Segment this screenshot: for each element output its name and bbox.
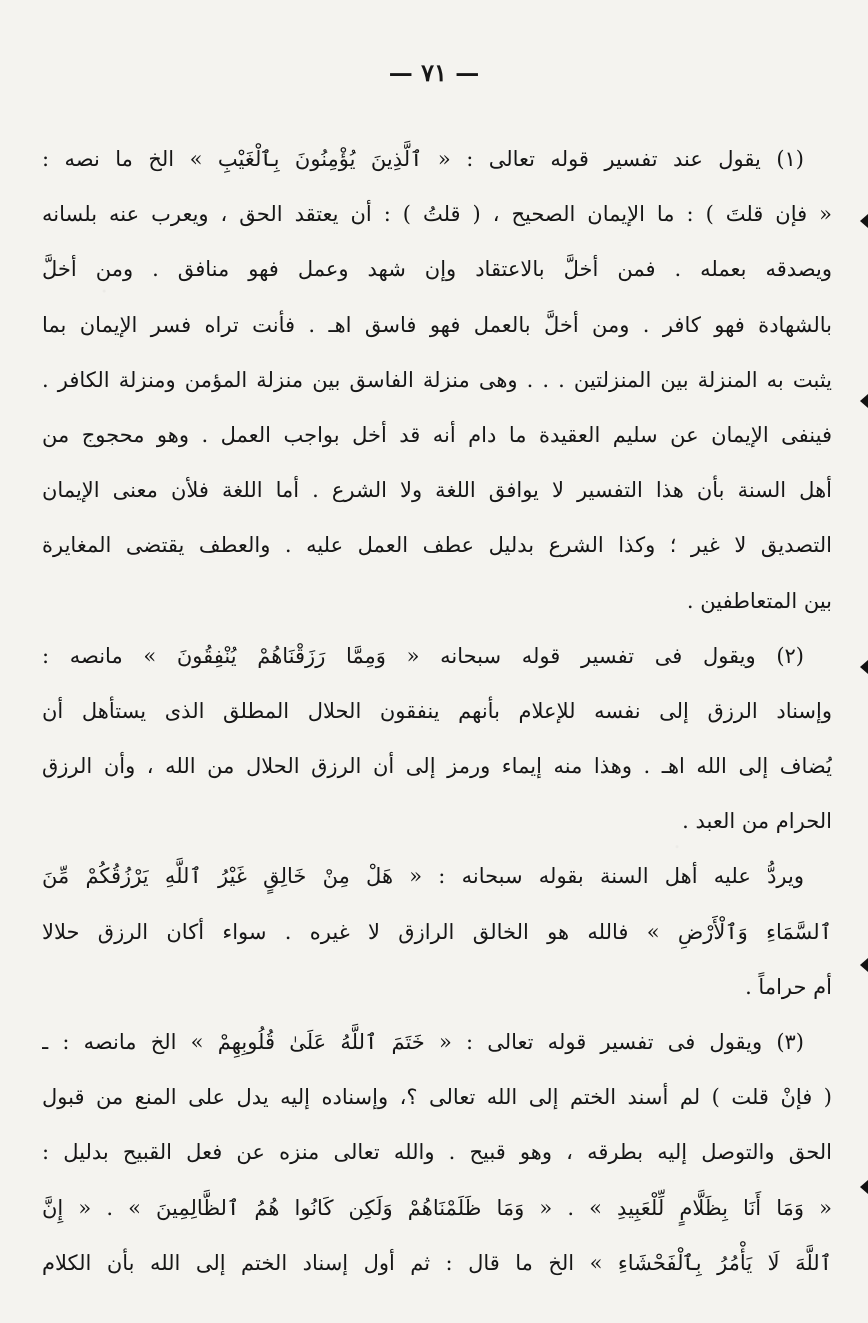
text-line: أهل السنة بأن هذا التفسير لا يوافق اللغة ولا الشرع . أما اللغة فلأن معنى الإيمان [42, 478, 832, 503]
text-line: ( فإنْ قلت ) لم أسند الختم إلى الله تعالى ؟، وإسناده إليه يدل على المنع من قبول [42, 1085, 832, 1110]
text-line: (٢) ويقول فى تفسير قوله سبحانه « وَمِمَّا رَزَقْنَاهُمْ يُنْفِقُونَ » مانصه : [42, 643, 804, 668]
text-line: يُضاف إلى الله اهـ . وهذا منه إيماء ورمز إلى أن الرزق الحلال من الله ، وأن الرزق [42, 754, 832, 779]
text-line: وإسناد الرزق إلى نفسه للإعلام بأنهم ينفقون الحلال المطلق الذى يستأهل أن [42, 698, 832, 723]
margin-mark [860, 1180, 868, 1194]
text-line: فينفى الإيمان عن سليم العقيدة ما دام أنه قد أخل بواجب العمل . وهو محجوج من [42, 422, 832, 447]
text-line: أم حراماً . [745, 974, 832, 999]
text-line: الحرام من العبد . [682, 809, 832, 834]
text-line: بين المتعاطفين . [686, 588, 832, 613]
text-line: التصديق لا غير ؛ وكذا الشرع بدليل عطف العمل عليه . والعطف يقتضى المغايرة [42, 533, 832, 558]
text-line: ويردُّ عليه أهل السنة بقوله سبحانه : « هَلْ مِنْ خَالِقٍ غَيْرُ ٱللَّهِ يَرْزُقُكُمْ مِّنَ [42, 864, 804, 889]
text-line: يثبت به المنزلة بين المنزلتين . . . وهى منزلة الفاسق بين منزلة المؤمن ومنزلة الكافر . [42, 367, 832, 392]
text-line: ويصدقه بعمله . فمن أخلَّ بالاعتقاد وإن شهد وعمل فهو منافق . ومن أخلَّ [42, 257, 832, 282]
text-line: « فإن قلتَ ) : ما الإيمان الصحيح ، ( قلتُ ) : أن يعتقد الحق ، ويعرب عنه بلسانه [42, 202, 832, 227]
text-line: بالشهادة فهو كافر . ومن أخلَّ بالعمل فهو فاسق اهـ . فأنت تراه فسر الإيمان بما [42, 312, 832, 337]
text-line: ٱللَّهَ لَا يَأْمُرُ بِٱلْفَحْشَاءِ » الخ ما قال : ثم أول إسناد الختم إلى الله بأن الكلام [42, 1250, 832, 1275]
margin-mark [860, 394, 868, 408]
text-line: الحق والتوصل إليه بطرقه ، وهو قبيح . والله تعالى منزه عن فعل القبيح بدليل : [42, 1140, 832, 1165]
body-text [42, 132, 832, 1291]
text-line: (١) يقول عند تفسير قوله تعالى : « ٱلَّذِينَ يُؤْمِنُونَ بِٱلْغَيْبِ » الخ ما نصه : [42, 147, 804, 171]
text-line: (٣) ويقول فى تفسير قوله تعالى : « خَتَمَ ٱللَّهُ عَلَىٰ قُلُوبِهِمْ » الخ مانصه : ـ [42, 1030, 804, 1054]
text-line: « وَمَا أَنَا بِظَلَّامٍ لِّلْعَبِيدِ » . « وَمَا ظَلَمْنَاهُمْ وَلَكِن كَانُوا هُمُ ٱلظَّالِمِينَ » . « إِنَّ [42, 1195, 832, 1220]
page-number: — ٧١ — [388, 58, 480, 87]
margin-mark [860, 660, 868, 674]
margin-mark [860, 958, 868, 972]
margin-mark [860, 214, 868, 228]
text-line: ٱلسَّمَاءِ وَٱلْأَرْضِ » فالله هو الخالق الرازق لا غيره . سواء أكان الرزق حلالا [42, 919, 832, 944]
